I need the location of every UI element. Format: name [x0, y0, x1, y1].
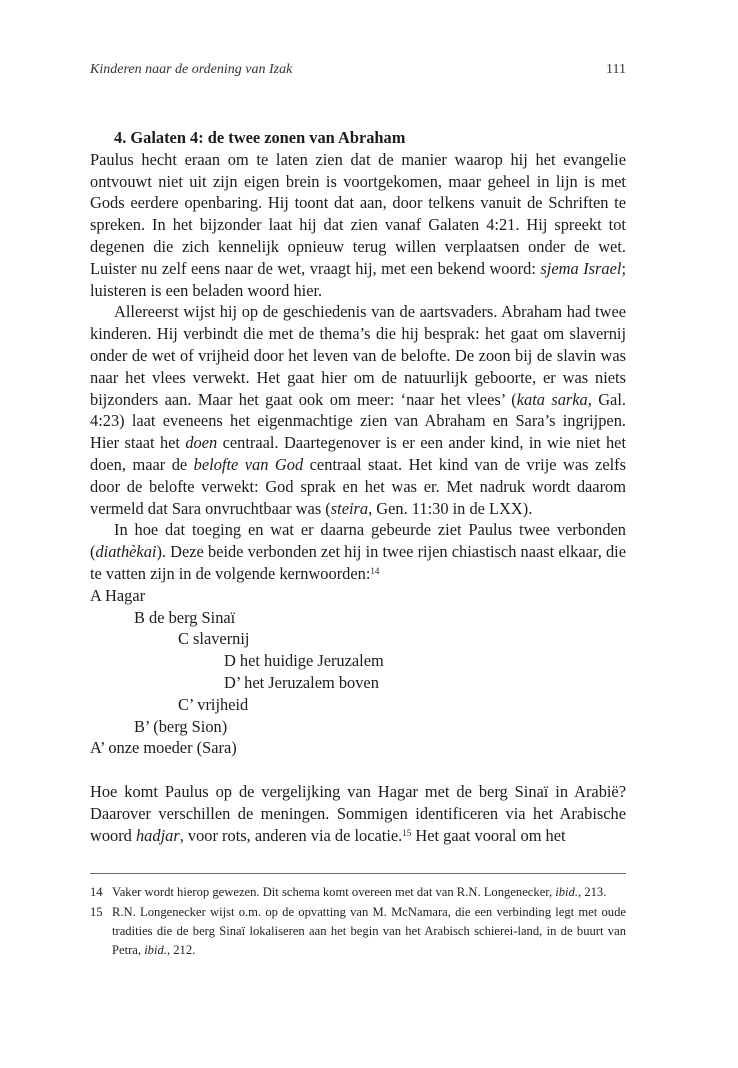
- italic-run: belofte van God: [193, 454, 304, 474]
- footnotes: [90, 883, 626, 961]
- page-number: 111: [606, 62, 626, 77]
- text-run: ; luisteren is een beladen woord hier.: [90, 258, 627, 300]
- footnote-14: [90, 883, 626, 902]
- running-header: [90, 62, 626, 84]
- text-run: Vaker wordt hierop gewezen. Dit schema komt overeen met dat van R.N. Longenecker,: [112, 885, 556, 899]
- blank-line: [90, 759, 626, 781]
- scheme-line-a-prime: A’ onze moeder (Sara): [90, 738, 237, 758]
- text-run: , 212.: [166, 943, 196, 957]
- scheme-line-b-prime: B’ (berg Sion): [134, 716, 228, 736]
- footnote-number: 15: [90, 905, 103, 919]
- chiasm-scheme: [90, 585, 626, 759]
- text-run: Hoe komt Paulus op de vergelijking van Hagar met de berg Sinaï in Arabië? Daarover verschillen de meningen. Sommigen identificeren via het Arabische woord: [90, 781, 626, 845]
- text-run: , Gen. 11:30 in de LXX).: [368, 498, 533, 518]
- text-run: Allereerst wijst hij op de geschiedenis van de aartsvaders. Abraham had twee kinderen. Hij verbindt die met de thema’s die hij besprak: het gaat om slavernij onder de wet of vrijheid door het leven van de belofte. De zoon bij de slavin was naar het vlees verwekt. Het gaat hier om de natuurlijk geboorte, er was niets bijzonders aan. Maar het gaat ook om meer: ‘naar het vlees’ (: [90, 302, 626, 409]
- scheme-line-d-prime: D’ het Jeruzalem boven: [224, 672, 379, 692]
- italic-run: steira: [330, 498, 369, 518]
- footnote-15: [90, 903, 626, 960]
- paragraph-3: [90, 519, 626, 584]
- scheme-line-c-prime: C’ vrijheid: [178, 694, 249, 714]
- italic-run: doen: [185, 433, 218, 453]
- section-heading: 4. Galaten 4: de twee zonen van Abraham: [114, 128, 406, 147]
- italic-run: ibid.: [555, 885, 579, 899]
- running-title: Kinderen naar de ordening van Izak: [90, 62, 293, 77]
- text-run: Paulus hecht eraan om te laten zien dat de manier waarop hij het evangelie ontvouwt niet uit zijn eigen brein is voortgekomen, maar geheel in lijn is met Gods eerdere openbaring. Hij toont dat aan, door telkens vanuit de Schriften te spreken. In het bijzonder laat hij dat zien vanaf Galaten 4:21. Hij spreekt tot degenen die zich kennelijk opnieuw terug willen verplaatsen onder de wet. Luister nu zelf eens naar de wet, vraagt hij, met een bekend woord:: [90, 149, 626, 278]
- text-run: R.N. Longenecker wijst o.m. op de opvatting van M. McNamara, die een verbinding legt met oude tradities die de berg Sinaï lokaliseren aan het begin van het Arabisch schierei-land, in de buurt van Petra,: [112, 905, 626, 957]
- footnote-ref-15[interactable]: 15: [402, 827, 412, 838]
- paragraph-1: [90, 149, 626, 302]
- footnote-divider: [90, 873, 626, 874]
- text-run: , 213.: [578, 885, 607, 899]
- italic-run: kata sarka: [516, 389, 588, 409]
- scheme-line-d: D het huidige Jeruzalem: [224, 651, 384, 671]
- text-run: , Gal. 4:23) laat eveneens het eigenmachtige zien van Abraham en Sara’s ingrijpen. Hier staat het: [90, 389, 626, 453]
- paragraph-4: [90, 781, 626, 846]
- text-run: , voor rots, anderen via de locatie.: [179, 825, 403, 845]
- paragraph-2: [90, 301, 626, 519]
- italic-run: ibid.: [144, 943, 167, 957]
- text-run: centraal. Daartegenover is er een ander kind, in wie niet het doen, maar de: [90, 433, 626, 474]
- italic-run: hadjar: [135, 825, 180, 845]
- scheme-line-c: C slavernij: [178, 629, 250, 649]
- text-run: In hoe dat toeging en wat er daarna gebeurde ziet Paulus twee verbonden (: [90, 520, 626, 562]
- text-run: Het gaat vooral om het: [411, 825, 566, 845]
- text-run: centraal staat. Het kind van de vrije was zelfs door de belofte verwekt: God sprak en het was er. Met nadruk wordt daarom vermeld dat Sara onvruchtbaar was (: [90, 454, 626, 518]
- italic-run: sjema Israel: [540, 258, 622, 278]
- footnote-number: 14: [90, 885, 103, 899]
- footnote-ref-14[interactable]: 14: [370, 565, 380, 576]
- text-run: ). Deze beide verbonden zet hij in twee rijen chiastisch naast elkaar, die te vatten zijn in de volgende kernwoorden:: [90, 542, 626, 583]
- scheme-line-b: B de berg Sinaï: [134, 607, 236, 627]
- italic-run: diathèkai: [95, 542, 157, 562]
- main-text: [90, 127, 626, 846]
- scheme-line-a: A Hagar: [90, 585, 146, 605]
